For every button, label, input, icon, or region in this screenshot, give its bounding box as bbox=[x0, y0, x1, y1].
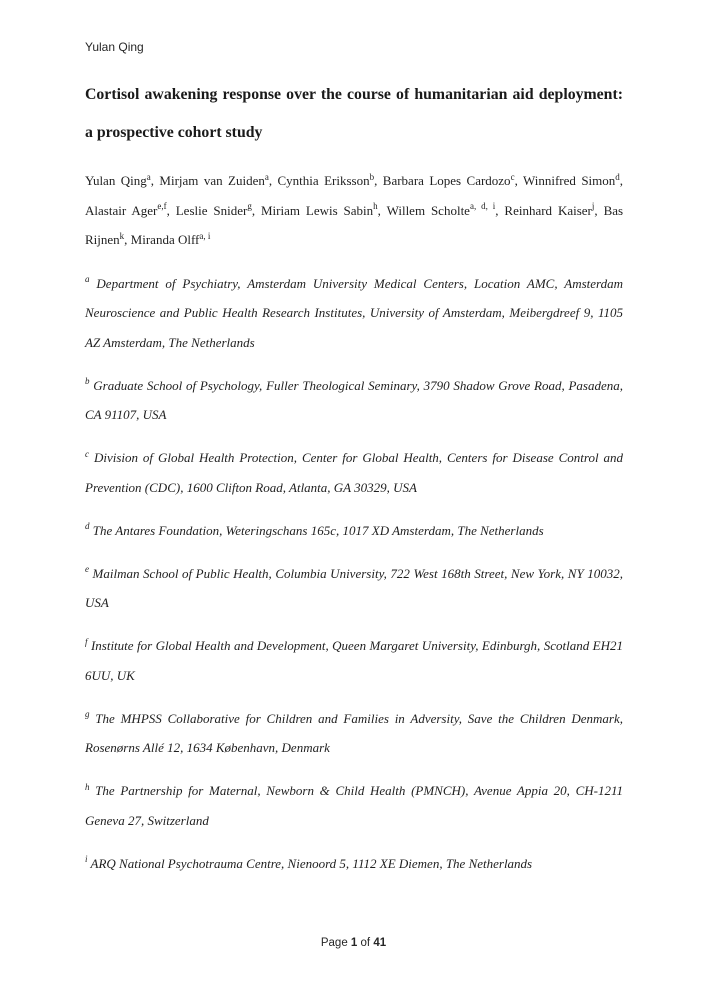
author-affiliation-marker: a, d, i bbox=[469, 201, 496, 211]
author-affiliation-marker: g bbox=[247, 201, 252, 211]
page-content bbox=[85, 0, 623, 892]
affiliation: $^b$ Graduate School of Psychology, Fuller Theological Seminary, 3790 Shadow Grove Road, Pasadena, CA 91107, USA bbox=[85, 376, 623, 422]
footer-of-label: of bbox=[360, 937, 371, 949]
affiliations bbox=[85, 269, 623, 879]
affiliation-marker: i bbox=[85, 854, 88, 864]
author-affiliation-marker: a bbox=[146, 171, 151, 182]
affiliation-marker: f bbox=[85, 636, 88, 647]
affiliation: $^h$ The Partnership for Maternal, Newborn & Child Health (PMNCH), Avenue Appia 20, CH-1211 Geneva 27, Switzerland bbox=[85, 781, 623, 828]
author-name: Miriam Lewis Sabin$^h$ bbox=[261, 201, 378, 218]
affiliation-marker: e bbox=[85, 564, 89, 574]
author-name: Miranda Olff$^{a, i}$ bbox=[130, 230, 211, 247]
author-affiliation-marker: c bbox=[510, 171, 515, 182]
author-affiliation-marker: e,f bbox=[157, 201, 167, 211]
author-affiliation-marker: d bbox=[615, 171, 620, 182]
running-header: Yulan Qing bbox=[85, 40, 144, 54]
author-name: Winnifred Simon$^d$ bbox=[523, 171, 620, 188]
author-name: Yulan Qing$^a$ bbox=[85, 171, 151, 188]
affiliation: $^d$ The Antares Foundation, Weteringschans 165c, 1017 XD Amsterdam, The Netherlands bbox=[85, 521, 544, 538]
affiliation: $^f$ Institute for Global Health and Development, Queen Margaret University, Edinburgh, Scotland EH21 6UU, UK bbox=[85, 636, 623, 683]
footer-page-label: Page bbox=[320, 937, 348, 949]
author-name: Barbara Lopes Cardozo$^c$ bbox=[382, 171, 515, 188]
author-affiliation-marker: k bbox=[119, 230, 125, 241]
affiliation-marker: d bbox=[85, 521, 90, 531]
author-name: Cynthia Eriksson$^b$ bbox=[277, 171, 375, 188]
author-name: Alastair Ager$^{e,f}$ bbox=[85, 201, 167, 218]
author-affiliation-marker: b bbox=[369, 171, 375, 182]
author-name: Willem Scholte$^{a, d, i}$ bbox=[386, 201, 496, 218]
affiliation-marker: c bbox=[85, 448, 89, 459]
author-name: Mirjam van Zuiden$^a$ bbox=[159, 171, 269, 188]
affiliation-marker: h bbox=[85, 781, 90, 792]
author-name: Bas Rijnen$^k$ bbox=[85, 202, 624, 247]
footer-page-number: 1 bbox=[350, 937, 358, 949]
affiliation: $^g$ The MHPSS Collaborative for Children and Families in Adversity, Save the Children Denmark, Rosenørns Allé 12, 1634 København, Denmark bbox=[85, 709, 623, 755]
affiliation-marker: a bbox=[85, 274, 90, 284]
author-affiliation-marker: a bbox=[264, 171, 269, 182]
affiliation-marker: b bbox=[85, 376, 90, 386]
author-affiliation-marker: h bbox=[373, 201, 378, 211]
author-name: Leslie Snider$^g$ bbox=[175, 201, 252, 218]
author-affiliation-marker: a, i bbox=[199, 230, 211, 241]
author-affiliation-marker: j bbox=[591, 201, 595, 211]
affiliation: $^c$ Division of Global Health Protection, Center for Global Health, Centers for Disease Control and Prevention (CDC), 1600 Clifton Road, Atlanta, GA 30329, USA bbox=[85, 448, 623, 495]
footer-total-pages: 41 bbox=[373, 937, 387, 949]
page-footer bbox=[0, 936, 707, 950]
affiliation: $^e$ Mailman School of Public Health, Columbia University, 722 West 168th Street, New York, NY 10032, USA bbox=[85, 564, 623, 610]
author-name: Reinhard Kaiser$^j$ bbox=[504, 201, 595, 218]
affiliation: $^i$ ARQ National Psychotrauma Centre, Nienoord 5, 1112 XE Diemen, The Netherlands bbox=[85, 854, 533, 871]
affiliation-marker: g bbox=[85, 709, 90, 719]
paper-title: Cortisol awakening response over the course of humanitarian aid deployment: a prospective cohort study bbox=[85, 86, 623, 141]
author-list: Yulan Qing$^a$, Mirjam van Zuiden$^a$, Cynthia Eriksson$^b$, Barbara Lopes Cardozo$^c$, Winnifred Simon$^d$, Alastair Ager$^{e,f}$, Leslie Snider$^g$, Miriam Lewis Sabin$^h$, Willem Scholte$^{a, d, i}$, Reinhard Kaiser$^j$, Bas Rijnen$^k$, Miranda Olff$^{a, i}$ bbox=[85, 171, 624, 247]
affiliation: $^a$ Department of Psychiatry, Amsterdam University Medical Centers, Location AMC, Amsterdam Neuroscience and Public Health Research Institutes, University of Amsterdam, Meibergdreef 9, 1105 AZ Amsterdam, The Netherlands bbox=[85, 274, 623, 350]
